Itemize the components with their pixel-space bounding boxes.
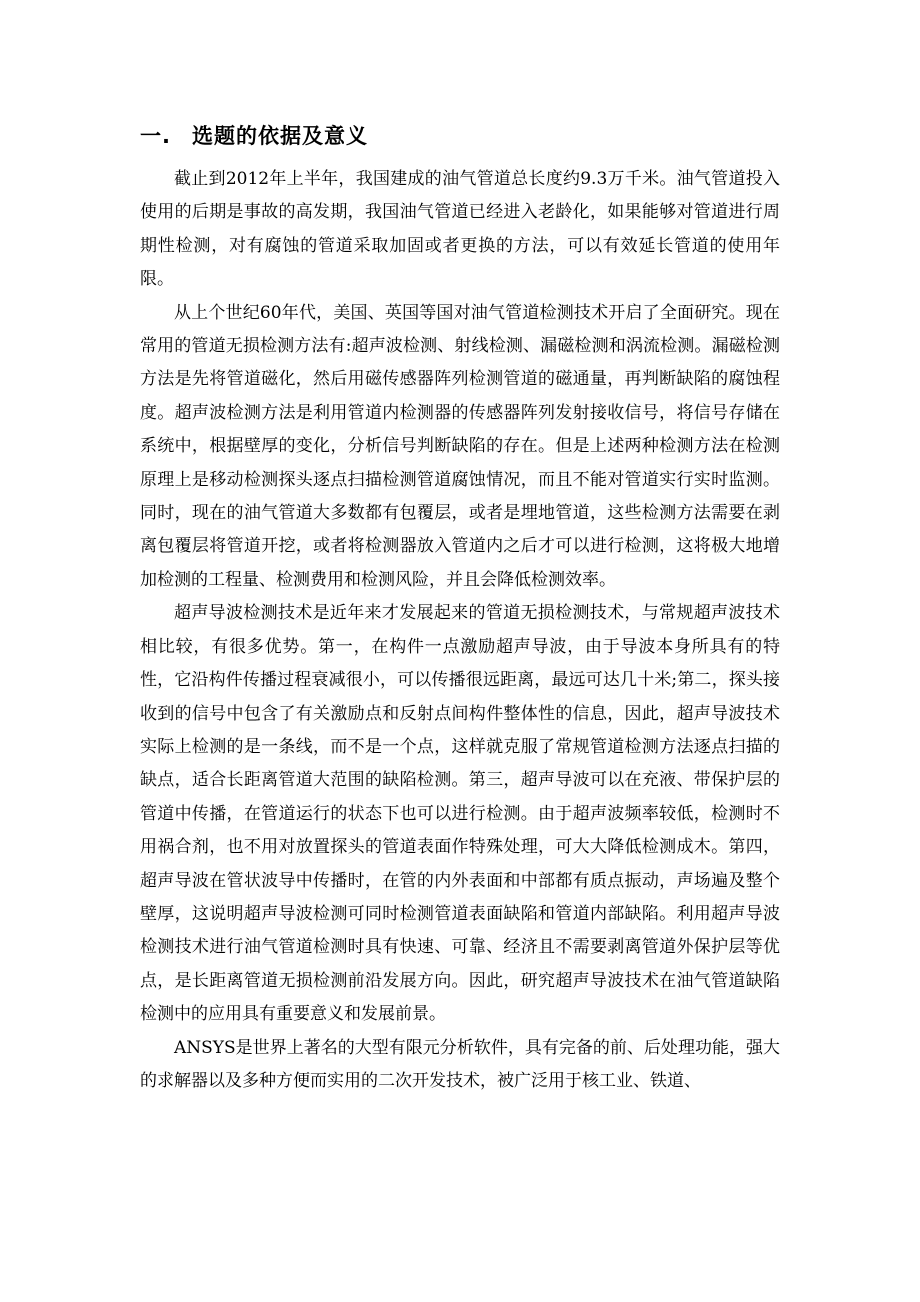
- section-title: 选题的依据及意义: [192, 124, 368, 148]
- paragraph-4: ANSYS是世界上著名的大型有限元分析软件，具有完备的前、后处理功能，强大的求解器以及多种方便而实用的二次开发技术，被广泛用于核工业、铁道、: [140, 1037, 780, 1091]
- paragraph-1: 截止到2012年上半年，我国建成的油气管道总长度约9.3万千米。油气管道投入使用的后期是事故的高发期，我国油气管道已经进入老龄化，如果能够对管道进行周期性检测，对有腐蚀的管道采取加固或者更换的方法，可以有效延长管道的使用年限。: [140, 169, 780, 290]
- body-text: [140, 163, 780, 1098]
- section-number: 一.: [140, 124, 171, 148]
- paragraph-2: 从上个世纪60年代，美国、英国等国对油气管道检测技术开启了全面研究。现在常用的管道无损检测方法有:超声波检测、射线检测、漏磁检测和涡流检测。漏磁检测方法是先将管道磁化，然后用磁传感器阵列检测管道的磁通量，再判断缺陷的腐蚀程度。超声波检测方法是利用管道内检测器的传感器阵列发射接收信号，将信号存储在系统中，根据壁厚的变化，分析信号判断缺陷的存在。但是上述两种检测方法在检测原理上是移动检测探头逐点扫描检测管道腐蚀情况，而且不能对管道实行实时监测。同时，现在的油气管道大多数都有包覆层，或者是埋地管道，这些检测方法需要在剥离包覆层将管道开挖，或者将检测器放入管道内之后才可以进行检测，这将极大地增加检测的工程量、检测费用和检测风险，并且会降低检测效率。: [140, 302, 780, 590]
- section-heading: [140, 120, 368, 150]
- paragraph-3: 超声导波检测技术是近年来才发展起来的管道无损检测技术，与常规超声波技术相比较，有很多优势。第一，在构件一点激励超声导波，由于导波本身所具有的特性，它沿构件传播过程衰减很小，可以传播很远距离，最远可达几十米;第二，探头接收到的信号中包含了有关激励点和反射点间构件整体性的信息，因此，超声导波技术实际上检测的是一条线，而不是一个点，这样就克服了常规管道检测方法逐点扫描的缺点，适合长距离管道大范围的缺陷检测。第三，超声导波可以在充液、带保护层的管道中传播，在管道运行的状态下也可以进行检测。由于超声波频率较低，检测时不用祸合剂，也不用对放置探头的管道表面作特殊处理，可大大降低检测成木。第四，超声导波在管状波导中传播时，在管的内外表面和中部都有质点振动，声场遍及整个壁厚，这说明超声导波检测可同时检测管道表面缺陷和管道内部缺陷。利用超声导波检测技术进行油气管道检测时具有快速、可靠、经济且不需要剥离管道外保护层等优点，是长距离管道无损检测前沿发展方向。因此，研究超声导波技术在油气管道缺陷检测中的应用具有重要意义和发展前景。: [140, 603, 780, 1025]
